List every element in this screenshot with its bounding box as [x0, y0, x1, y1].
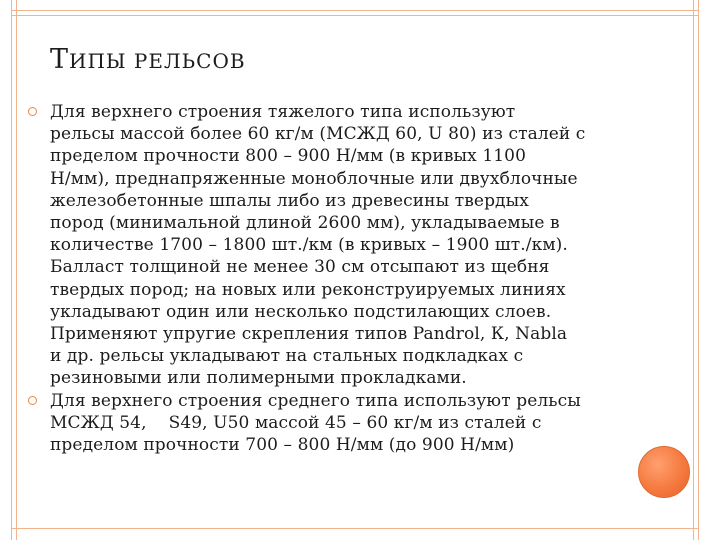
- bullet-line: укладывают один или несколько подстилающих слоев.: [50, 301, 552, 322]
- bullet-line: и др. рельсы укладывают на стальных подкладках с: [50, 346, 524, 367]
- frame-line-bottom: [11, 528, 699, 529]
- bullet-line: Для верхнего строения тяжелого типа используют: [50, 102, 516, 122]
- bullet-line: количестве 1700 – 1800 шт./км (в кривых – 1900 шт./км).: [50, 235, 568, 256]
- frame-line-right: [693, 0, 694, 540]
- bullet-circle-icon: [28, 107, 37, 116]
- bullet-line: Для верхнего строения среднего типа используют рельсы: [50, 390, 581, 411]
- bullet-text: [50, 390, 668, 457]
- slide-title: [50, 44, 246, 75]
- bullet-item-medium-type: [28, 390, 668, 457]
- bullet-line: пределом прочности 800 – 900 Н/мм (в кривых 1100: [50, 146, 526, 167]
- frame-line-top: [11, 10, 699, 11]
- bullet-line: твердых пород; на новых или реконструируемых линиях: [50, 279, 566, 300]
- bullet-item-heavy-type: [28, 101, 668, 390]
- bullet-line: пород (минимальной длиной 2600 мм), укладываемые в: [50, 213, 560, 234]
- bullet-text: [50, 101, 668, 390]
- bullet-line: Применяют упругие скрепления типов Pandrol, К, Nabla: [50, 324, 568, 345]
- bullet-line: Н/мм), преднапряженные моноблочные или двухблочные: [50, 168, 578, 189]
- bullet-line: рельсы массой более 60 кг/м (МСЖД 60, U 80) из сталей с: [50, 124, 586, 145]
- slide-title-rest: ИПЫ РЕЛЬСОВ: [69, 49, 246, 73]
- bullet-line: МСЖД 54, S49, U50 массой 45 – 60 кг/м из сталей с: [50, 412, 542, 433]
- bullet-circle-icon: [28, 396, 37, 405]
- bullet-line: резиновыми или полимерными прокладками.: [50, 368, 467, 389]
- bullet-list: [28, 101, 668, 456]
- bullet-line: пределом прочности 700 – 800 Н/мм (до 900 Н/мм): [50, 435, 515, 456]
- frame-line-left: [11, 0, 12, 540]
- orange-circle-decoration: [638, 446, 690, 498]
- frame-line-right-outer: [698, 0, 699, 540]
- bullet-line: Балласт толщиной не менее 30 см отсыпают из щебня: [50, 257, 550, 278]
- frame-line-left-inner: [16, 0, 17, 540]
- slide-title-initial: Т: [50, 44, 70, 75]
- frame-line-top-inner: [11, 15, 699, 16]
- bullet-line: железобетонные шпалы либо из древесины твердых: [50, 190, 529, 211]
